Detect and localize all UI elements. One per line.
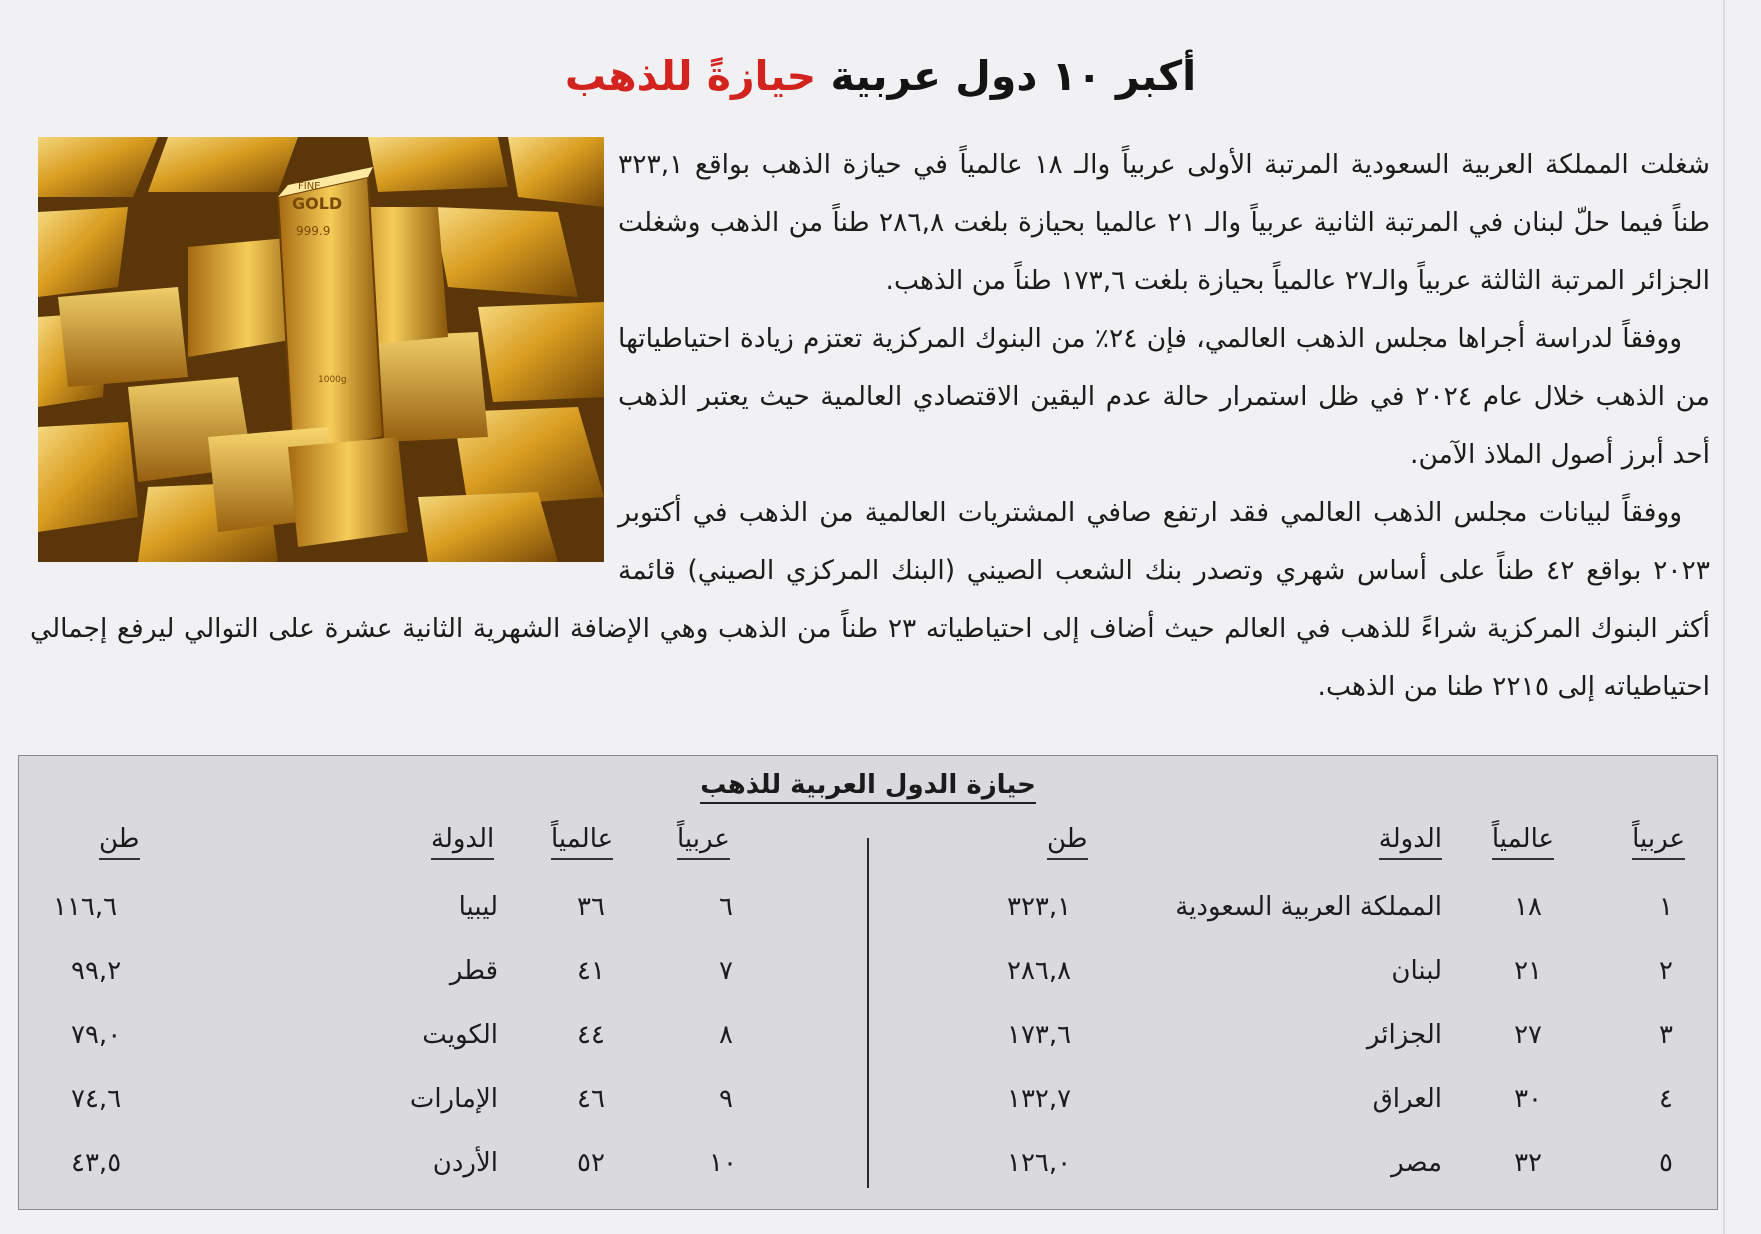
header-arab-rank-right: عربياً <box>1632 824 1685 860</box>
cell-arab-rank: ٧ <box>719 956 733 986</box>
cell-arab-rank: ٦ <box>719 892 733 922</box>
cell-country: ليبيا <box>458 892 498 922</box>
cell-tons: ٧٩,٠ <box>71 1020 122 1050</box>
cell-country: الإمارات <box>409 1084 498 1114</box>
headline-part-red: حيازةً للذهب <box>564 52 817 100</box>
article-body <box>30 136 1710 716</box>
cell-country: العراق <box>1372 1084 1442 1114</box>
article-paragraph-3: ووفقاً لبيانات مجلس الذهب العالمي فقد ارتفع صافي المشتريات العالمية من الذهب في أكتوبر ٢٠٢٣ بواقع ٤٢ طناً على أساس شهري وتصدر بنك الشعب الصيني (البنك المركزي الصيني) قائمة أكثر البنوك المركزية شراءً للذهب في العالم حيث أضاف إلى احتياطياته ٢٣ طناً من الذهب وهي الإضافة الشهرية الثانية عشرة على التوالي ليرفع إجمالي احتياطياته إلى ٢٢١٥ طنا من الذهب. <box>30 497 1711 702</box>
article-paragraph-1: شغلت المملكة العربية السعودية المرتبة الأولى عربياً والـ ١٨ عالمياً في حيازة الذهب بواقع ٣٢٣,١ طناً فيما حلّ لبنان في المرتبة الثانية عربياً والـ ٢١ عالميا بحيازة بلغت ٢٨٦,٨ طناً من الذهب وشغلت الجزائر المرتبة الثالثة عربياً والـ٢٧ عالمياً بحيازة بلغت ١٧٣,٦ طناً من الذهب. <box>618 149 1711 296</box>
table-row <box>19 892 1717 932</box>
cell-country: قطر <box>449 956 498 986</box>
table-row <box>19 1148 1717 1188</box>
cell-arab-rank: ١٠ <box>709 1148 737 1178</box>
cell-world-rank: ٣٦ <box>577 892 605 922</box>
cell-country: الكويت <box>422 1020 498 1050</box>
cell-arab-rank: ٢ <box>1659 956 1673 986</box>
cell-arab-rank: ٨ <box>719 1020 733 1050</box>
cell-arab-rank: ١ <box>1659 892 1673 922</box>
cell-world-rank: ٣٠ <box>1514 1084 1542 1114</box>
cell-world-rank: ٣٢ <box>1514 1148 1542 1178</box>
cell-arab-rank: ٩ <box>719 1084 733 1114</box>
header-world-rank-left: عالمياً <box>551 824 613 860</box>
cell-arab-rank: ٥ <box>1659 1148 1673 1178</box>
cell-tons: ٩٩,٢ <box>71 956 122 986</box>
table-row <box>19 1084 1717 1124</box>
cell-country: الجزائر <box>1366 1020 1442 1050</box>
header-arab-rank-left: عربياً <box>677 824 730 860</box>
cell-tons: ١٣٢,٧ <box>1007 1084 1072 1114</box>
cell-tons: ٢٨٦,٨ <box>1007 956 1072 986</box>
cell-country: المملكة العربية السعودية <box>1175 892 1442 922</box>
page-edge-line <box>1723 0 1725 1234</box>
cell-arab-rank: ٣ <box>1659 1020 1673 1050</box>
header-country-left: الدولة <box>431 824 494 860</box>
cell-arab-rank: ٤ <box>1659 1084 1673 1114</box>
header-tons-left: طن <box>99 824 140 860</box>
table-column-divider <box>867 838 869 1188</box>
cell-world-rank: ١٨ <box>1514 892 1542 922</box>
cell-world-rank: ٤٤ <box>577 1020 605 1050</box>
cell-tons: ٣٢٣,١ <box>1007 892 1072 922</box>
header-country-right: الدولة <box>1379 824 1442 860</box>
cell-world-rank: ٥٢ <box>577 1148 605 1178</box>
cell-country: لبنان <box>1391 956 1442 986</box>
table-row <box>19 1020 1717 1060</box>
headline-part-black: أكبر ١٠ دول عربية <box>830 52 1197 100</box>
bar-label-purity: 999.9 <box>296 224 331 238</box>
cell-country: مصر <box>1391 1148 1442 1178</box>
cell-tons: ١٢٦,٠ <box>1007 1148 1072 1178</box>
cell-tons: ١٧٣,٦ <box>1007 1020 1072 1050</box>
bar-label-fine: FINE <box>298 181 321 192</box>
cell-world-rank: ٢١ <box>1514 956 1542 986</box>
cell-tons: ٧٤,٦ <box>71 1084 122 1114</box>
cell-world-rank: ٤٦ <box>577 1084 605 1114</box>
gold-holdings-table <box>18 755 1718 1210</box>
cell-world-rank: ٤١ <box>577 956 605 986</box>
cell-tons: ٤٣,٥ <box>71 1148 122 1178</box>
table-row <box>19 956 1717 996</box>
cell-country: الأردن <box>432 1148 498 1178</box>
cell-tons: ١١٦,٦ <box>53 892 118 922</box>
headline <box>0 52 1761 100</box>
table-title: حيازة الدول العربية للذهب <box>19 770 1717 800</box>
article-paragraph-2: ووفقاً لدراسة أجراها مجلس الذهب العالمي، فإن ٢٤٪ من البنوك المركزية تعتزم زيادة احتياطياتها من الذهب خلال عام ٢٠٢٤ في ظل استمرار حالة عدم اليقين الاقتصادي العالمية حيث يعتبر الذهب أحد أبرز أصول الملاذ الآمن. <box>618 323 1710 470</box>
header-world-rank-right: عالمياً <box>1492 824 1554 860</box>
bar-label-gold: GOLD <box>292 194 343 213</box>
image-float-spacer <box>30 136 618 578</box>
cell-world-rank: ٢٧ <box>1514 1020 1542 1050</box>
bar-label-weight: 1000g <box>318 375 347 385</box>
header-tons-right: طن <box>1047 824 1088 860</box>
